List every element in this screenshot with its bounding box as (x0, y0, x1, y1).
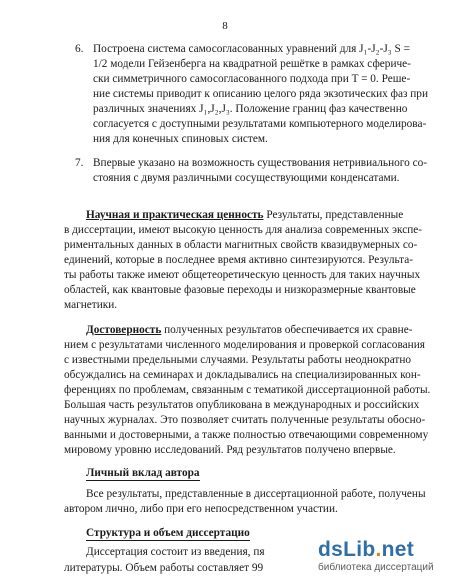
reliability-line-4: обсуждались на семинарах и докладывались на специализированных кон- (64, 369, 421, 381)
contribution-heading: Личный вклад автора (86, 467, 200, 479)
value-line-5: ты работы также имеют общетеоретическую ценность для таких научных (64, 269, 421, 281)
reliability-heading: Достоверность (86, 324, 162, 336)
item6-line-6: согласуется с доступными результатами компьютерного моделирова- (93, 118, 427, 130)
value-line-6: областей, как квантовые фазовые переходы и низкоразмерные квантовые (64, 284, 416, 296)
reliability-first-line (86, 323, 412, 338)
structure-line-2 (64, 561, 263, 576)
item6-line-7: ния для конечных спиновых систем. (93, 133, 268, 145)
structure-heading-line (86, 526, 250, 541)
reliability-line-6: Большая часть результатов опубликована в международных и российских (64, 399, 420, 411)
item6-line-4: ние системы приводит к описанию целого ряда экзотических фаз при (93, 88, 428, 100)
watermark-logo-b: net (381, 538, 415, 561)
item6-line-2: 1/2 модели Гейзенберга на квадратной решётке в рамках сфериче- (93, 58, 411, 70)
structure-line-2-text: литературы. Объем работы составляет 99 (64, 562, 264, 574)
reliability-line-3: с известными предельными случаями. Результаты работы неоднократно (64, 354, 412, 366)
item6-line-5: различных значениях J₁,J₂,J₃. Положение границ фаз качественно (93, 103, 408, 115)
structure-heading: Структура и объем диссертацио (86, 527, 250, 539)
value-line-2: в диссертации, имеют высокую ценность для анализа современных экспе- (64, 224, 423, 236)
item7-line-2: стояния с двумя различными сосуществующими конденсатами. (93, 172, 400, 184)
reliability-line-5: ференциях по проблемам, связанным с тематикой диссертационной работы. (64, 384, 431, 396)
item6-line-1: Построена система самосогласованных уравнений для J₁-J₂-J₃ S = (93, 43, 410, 55)
watermark-subtitle: библиотека диссертаций (318, 562, 434, 573)
reliability-first-rest: полученных результатов обеспечивается их сравне- (161, 324, 413, 336)
value-line-7: магнетики. (64, 299, 118, 311)
item6-line-3: ски симметричного самосогласованного подхода при T = 0. Реше- (93, 73, 411, 85)
structure-line-1: Диссертация состоит из введения, пя (86, 546, 265, 558)
item7-line-1: Впервые указано на возможность существования нетривиального со- (93, 157, 428, 169)
contribution-heading-line (86, 466, 200, 481)
contribution-line-1: Все результаты, представленные в диссертационной работе, получены (86, 488, 426, 500)
value-line-4: единений, которые в последнее время активно синтезируются. Результа- (64, 254, 414, 266)
value-line-3: риментальных данных в области магнитных свойств квазидвумерных со- (64, 239, 418, 251)
value-first-line (86, 208, 403, 223)
watermark-logo-dot: . (375, 538, 382, 561)
reliability-line-8: ванными и достоверными, а также полностью отвечающими современному (64, 429, 429, 441)
contribution-line-2: автором лично, либо при его непосредственном участии. (64, 503, 338, 515)
list-number-7: 7. (75, 157, 84, 169)
value-first-rest: Результаты, представленные (263, 209, 404, 221)
reliability-line-7: научных журналах. Это позволяет считать полученные результаты обосно- (64, 414, 426, 426)
value-heading: Научная и практическая ценность (86, 209, 264, 221)
watermark-logo (318, 538, 414, 562)
list-number-6: 6. (75, 43, 84, 55)
reliability-line-9: мировому уровню исследований. Ряд результатов получено впервые. (64, 444, 396, 456)
reliability-line-2: нием с результатами численного моделирования и проверкой согласования (64, 339, 425, 351)
dslib-watermark (318, 536, 438, 576)
page-number: 8 (222, 20, 228, 32)
watermark-logo-a: dsLib (318, 538, 376, 561)
